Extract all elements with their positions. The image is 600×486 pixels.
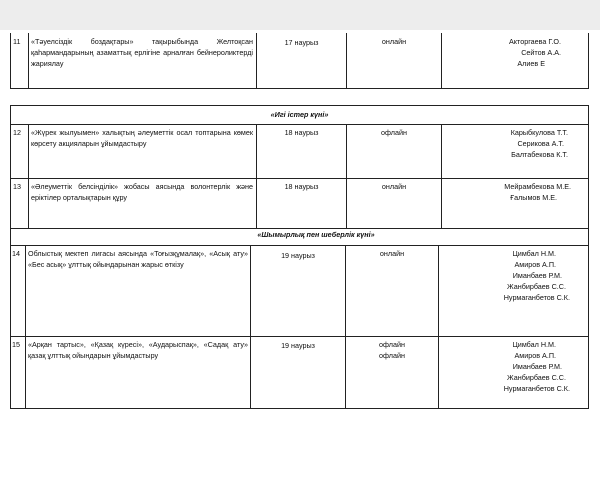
responsible-people [442, 127, 568, 160]
person: Иманбаев Р.М. [512, 271, 562, 280]
event-format [346, 339, 438, 361]
person: Акторгаева Г.О. [508, 37, 561, 46]
person: Жанбирбаев С.С. [507, 373, 566, 382]
top-shadow [0, 0, 600, 30]
responsible-people [442, 36, 561, 69]
person: Алиев Е [517, 59, 545, 68]
person: Цимбал Н.М. [512, 249, 556, 258]
event-date: 18 наурыз [284, 182, 319, 191]
row-number: 15 [12, 340, 20, 349]
person: Иманбаев Р.М. [512, 362, 562, 371]
event-description: «Әлеуметтік белсінділік» жобасы аясында волонтерлік және еріктілер орталықтарын құру [31, 182, 253, 202]
event-description: «Жүрек жылуымен» халықтың әлеуметтік осал топтарына көмек көрсету акцияларын ұйымдастыру [31, 128, 253, 148]
format-entry: офлайн [379, 340, 405, 349]
person: Мейрамбекова М.Е. [504, 182, 571, 191]
event-format: онлайн [379, 249, 405, 258]
section-header-mastery: «Шымырлық пен шеберлік күні» [257, 230, 375, 239]
person: Балтабекова К.Т. [511, 150, 568, 159]
event-format: офлайн [381, 128, 407, 137]
row-number: 14 [12, 249, 20, 258]
format-entry: офлайн [379, 351, 405, 360]
person: Нурмаганбетов С.К. [503, 384, 570, 393]
event-date: 17 наурыз [284, 38, 319, 47]
responsible-people [439, 248, 570, 303]
event-date: 19 наурыз [281, 251, 315, 260]
person: Амиров А.П. [514, 351, 556, 360]
responsible-people [442, 181, 571, 203]
event-description: Облыстық мектеп лигасы аясында «Тоғызқұмалақ», «Асық ату» «Бес асық» ұлттық ойындарынан жарыс өткізу [28, 249, 248, 269]
responsible-people [439, 339, 570, 394]
event-date: 19 наурыз [281, 341, 315, 350]
person: Серикова А.Т. [517, 139, 564, 148]
event-format: онлайн [381, 37, 407, 46]
event-date: 18 наурыз [284, 128, 319, 137]
event-description: «Арқан тартыс», «Қазақ күресі», «Аударыспақ», «Садақ ату» қазақ ұлттық ойындарын ұйымдастыру [28, 340, 248, 360]
event-description: «Тәуелсіздік боздақтары» тақырыбында Желтоқсан қаһармандарының азаматтық ерлігіне арналған бейнероликтерді жариялау [31, 37, 253, 68]
person: Жанбирбаев С.С. [507, 282, 566, 291]
person: Карыбкулова Т.Т. [510, 128, 568, 137]
row-number: 12 [13, 128, 21, 137]
person: Ғалымов М.Е. [510, 193, 557, 202]
person: Нурмаганбетов С.К. [503, 293, 570, 302]
row-number: 11 [13, 37, 21, 46]
person: Амиров А.П. [514, 260, 556, 269]
person: Цимбал Н.М. [512, 340, 556, 349]
row-number: 13 [13, 182, 21, 191]
event-format: онлайн [381, 182, 407, 191]
section-header-good-deeds: «Игі істер күні» [270, 110, 329, 119]
person: Сейтов А.А. [521, 48, 561, 57]
